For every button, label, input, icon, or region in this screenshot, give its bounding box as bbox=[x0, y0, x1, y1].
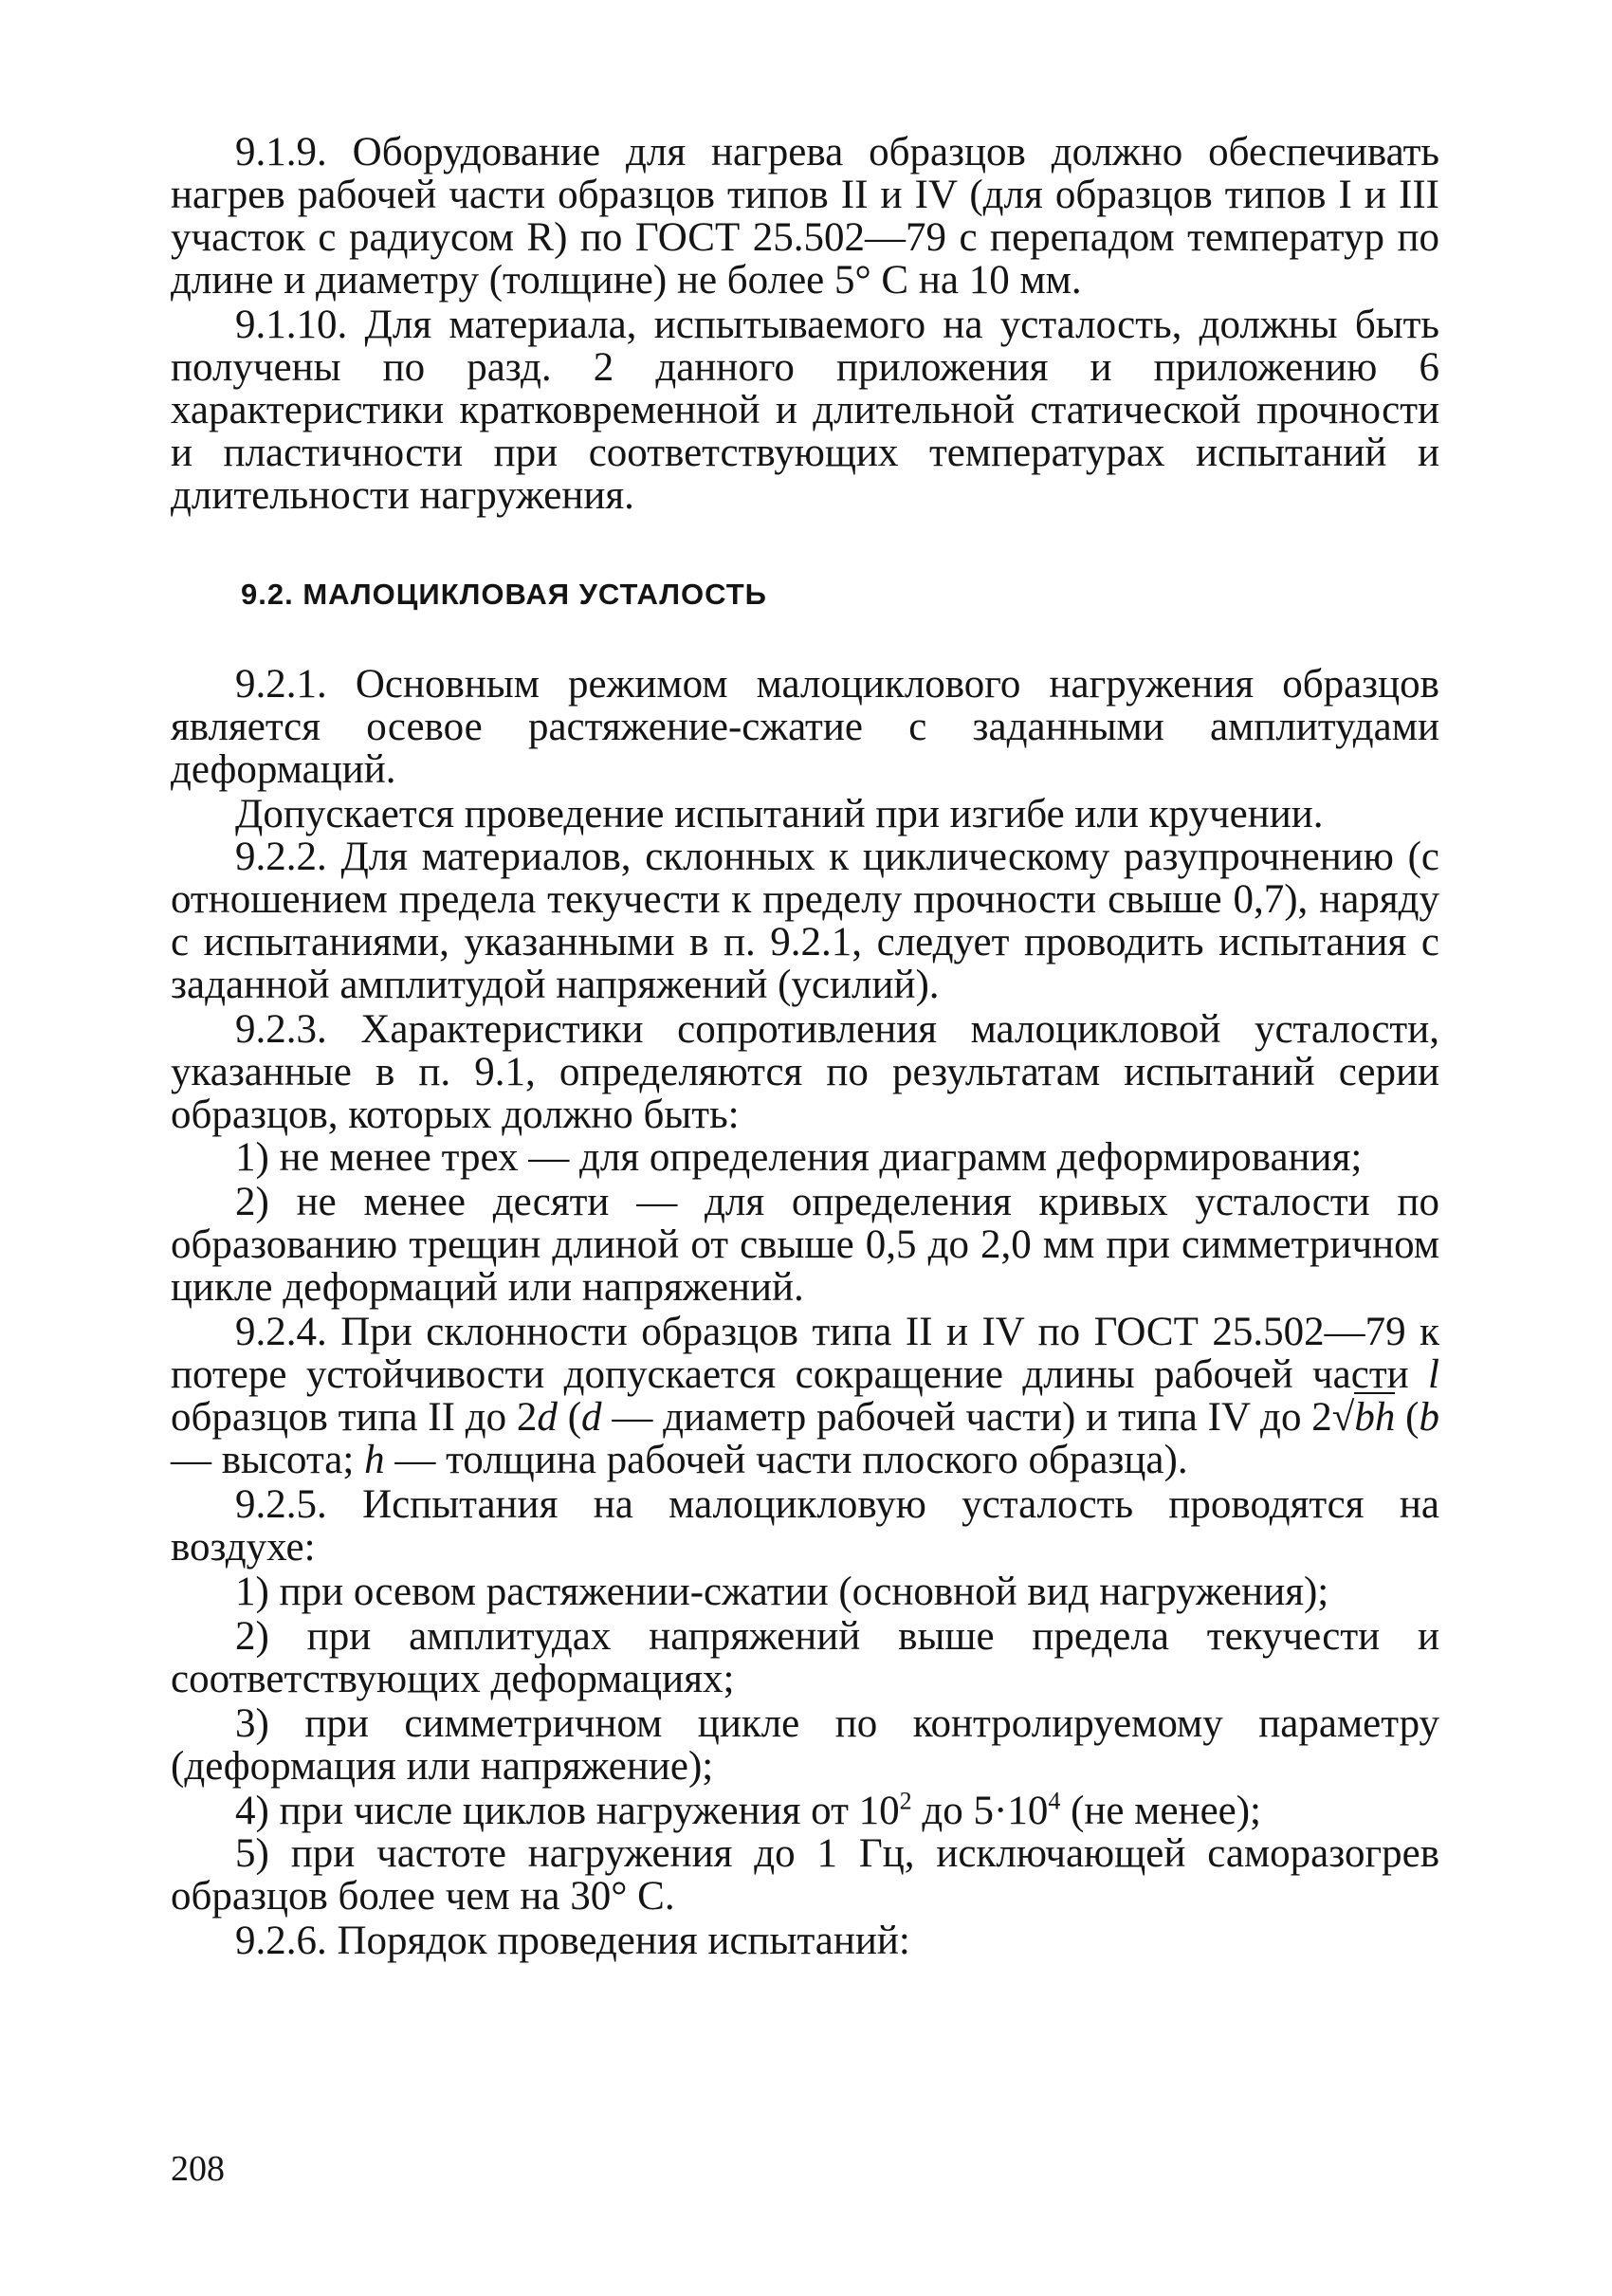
paragraph-9-2-1-note: Допускается проведение испытаний при изгибе или кручении. bbox=[235, 792, 1324, 836]
document-page bbox=[171, 131, 1439, 1962]
paragraph-9-2-2: 9.2.2. Для материалов, склонных к циклическому разупрочнению (с отношением предела текучести к пределу прочности свыше 0,7), наряду с испытаниями, указанными в п. 9.2.1, следует проводить испытания с заданной амплитудой напряжений (усилий). bbox=[171, 835, 1439, 1007]
paragraph-9-1-10: 9.1.10. Для материала, испытываемого на усталость, должны быть получены по разд. 2 данного приложения и приложению 6 характеристики кратковременной и длительной статической прочности и пластичности при соответствующих температурах испытаний и длительности нагружения. bbox=[171, 303, 1439, 518]
paragraph-9-2-6: 9.2.6. Порядок проведения испытаний: bbox=[235, 1919, 910, 1963]
list-item-9-2-5-3: 3) при симметричном цикле по контролируемому параметру (деформация или напряжение); bbox=[171, 1701, 1439, 1789]
section-heading: 9.2. МАЛОЦИКЛОВАЯ УСТАЛОСТЬ bbox=[241, 578, 767, 611]
paragraph-9-2-1: 9.2.1. Основным режимом малоциклового нагружения образцов является осевое растяжение-сжатие с заданными амплитудами деформаций. bbox=[171, 662, 1439, 792]
paragraph-9-2-5: 9.2.5. Испытания на малоцикловую усталость проводятся на воздухе: bbox=[171, 1482, 1439, 1570]
list-item-9-2-3-1: 1) не менее трех — для определения диаграмм деформирования; bbox=[235, 1135, 1363, 1180]
paragraph-9-2-4: 9.2.4. При склонности образцов типа II и IV по ГОСТ 25.502—79 к потере устойчивости допускается сокращение длины рабочей части l образцов типа II до 2d (d — диаметр рабочей части) и типа IV до 2√bh (b — высота; h — толщина рабочей части плоского образца). bbox=[171, 1310, 1439, 1482]
list-item-9-2-5-4: 4) при числе циклов нагружения от $10^2$ до $5\cdot 10^4$ (не менее); bbox=[235, 1787, 1262, 1833]
list-item-9-2-5-2: 2) при амплитудах напряжений выше предела текучести и соответствующих деформациях; bbox=[171, 1614, 1439, 1701]
list-item-9-2-5-1: 1) при осевом растяжении-сжатии (основной вид нагружения); bbox=[235, 1570, 1329, 1614]
paragraph-9-2-3: 9.2.3. Характеристики сопротивления малоцикловой усталости, указанные в п. 9.1, определяются по результатам испытаний серии образцов, которых должно быть: bbox=[171, 1007, 1439, 1137]
list-item-9-2-5-5: 5) при частоте нагружения до 1 Гц, исключающей саморазогрев образцов более чем на 30° С. bbox=[171, 1831, 1439, 1919]
paragraph-9-1-9: 9.1.9. Оборудование для нагрева образцов должно обеспечивать нагрев рабочей части образцов типов II и IV (для образцов типов I и III участок с радиусом R) по ГОСТ 25.502—79 с перепадом температур по длине и диаметру (толщине) не более 5° С на 10 мм. bbox=[171, 130, 1439, 303]
page-number: 208 bbox=[171, 2149, 225, 2189]
list-item-9-2-3-2: 2) не менее десяти — для определения кривых усталости по образованию трещин длиной от свыше 0,5 до 2,0 мм при симметричном цикле деформаций или напряжений. bbox=[171, 1180, 1439, 1310]
sqrt-symbol: √ bbox=[1331, 1395, 1355, 1440]
